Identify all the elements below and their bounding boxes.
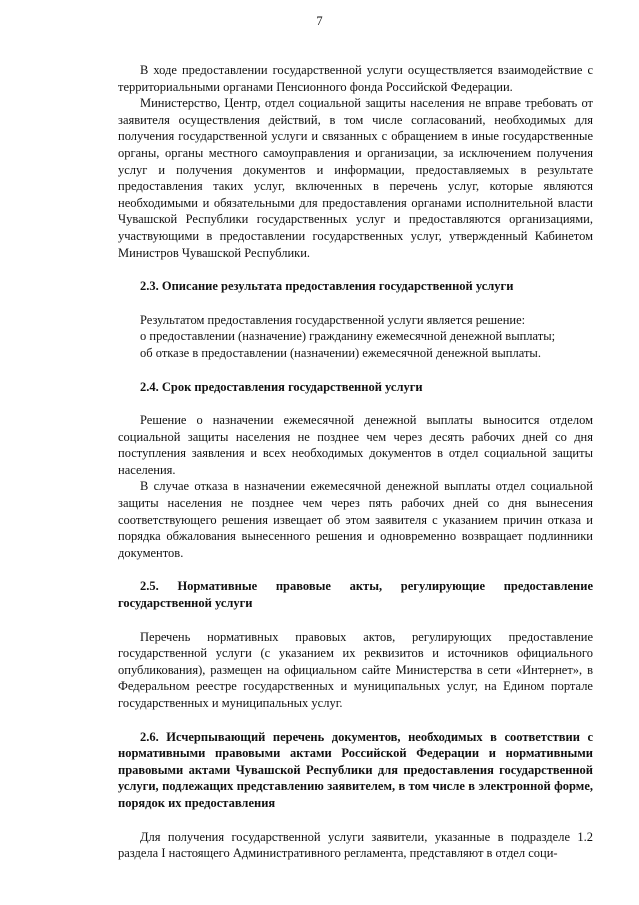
heading-2-3: 2.3. Описание результата предоставления государственной услуги bbox=[140, 279, 514, 294]
heading-2-4: 2.4. Срок предоставления государственной услуги bbox=[140, 379, 423, 394]
heading-2-5: 2.5. Нормативные правовые акты, регулирующие предоставление государственной услуги bbox=[118, 579, 593, 611]
paragraph-documents: Для получения государственной услуги заявители, указанные в подразделе 1.2 раздела I настоящего Административного регламента, представляют в отдел соци- bbox=[118, 829, 593, 861]
page-number: 7 bbox=[316, 14, 323, 28]
heading-2-6: 2.6. Исчерпывающий перечень документов, необходимых в соответствии с нормативными правовыми актами Российской Федерации и нормативными правовыми актами Чувашской Республики для предоставления государственной услуги, подлежащих представлению заявителем, в том числе в электронной форме, порядок их предоставления bbox=[118, 729, 593, 810]
document-body bbox=[118, 62, 593, 862]
paragraph-interaction: В ходе предоставлении государственной услуги осуществляется взаимодействие с территориальными органами Пенсионного фонда Российской Федерации. bbox=[118, 63, 593, 94]
list-item-grant: о предоставлении (назначение) гражданину ежемесячной денежной выплаты; bbox=[140, 329, 556, 344]
paragraph-decision-term: Решение о назначении ежемесячной денежной выплаты выносится отделом социальной защиты населения не позднее чем через десять рабочих дней со дня поступления заявления и всех необходимых документов в отдел социальной защиты населения. bbox=[118, 413, 593, 477]
paragraph-legal-acts: Перечень нормативных правовых актов, регулирующих предоставление государственной услуги (с указанием их реквизитов и источников официального опубликования), размещен на официальном сайте Министерства в сети «Интернет», в Федеральном реестре государственных и муниципальных услуг, на Едином портале государственных и муниципальных услуг. bbox=[118, 629, 593, 710]
paragraph-result-lead: Результатом предоставления государственной услуги является решение: bbox=[140, 312, 526, 327]
list-item-refusal: об отказе в предоставлении (назначении) ежемесячной денежной выплаты. bbox=[140, 345, 541, 360]
paragraph-prohibitions: Министерство, Центр, отдел социальной защиты населения не вправе требовать от заявителя осуществления действий, в том числе согласований, необходимых для получения государственной услуги и связанных с обращением в иные государственные органы, органы местного самоуправления и организации, за исключением получения услуг и получения документов и информации, предоставляемых в результате предоставления таких услуг, включенных в перечень услуг, которые являются необходимыми и обязательными для предоставления органами исполнительной власти Чувашской Республики государственных услуг и предоставляются организациями, участвующими в предоставлении государственных услуг, утвержденный Кабинетом Министров Чувашской Республики. bbox=[118, 96, 593, 260]
paragraph-refusal-term: В случае отказа в назначении ежемесячной денежной выплаты отдел социальной защиты населения не позднее чем через пять рабочих дней со дня вынесения соответствующего решения извещает об этом заявителя с указанием причин отказа и порядка обжалования вынесенного решения и одновременно возвращает подлинники документов. bbox=[118, 479, 593, 560]
